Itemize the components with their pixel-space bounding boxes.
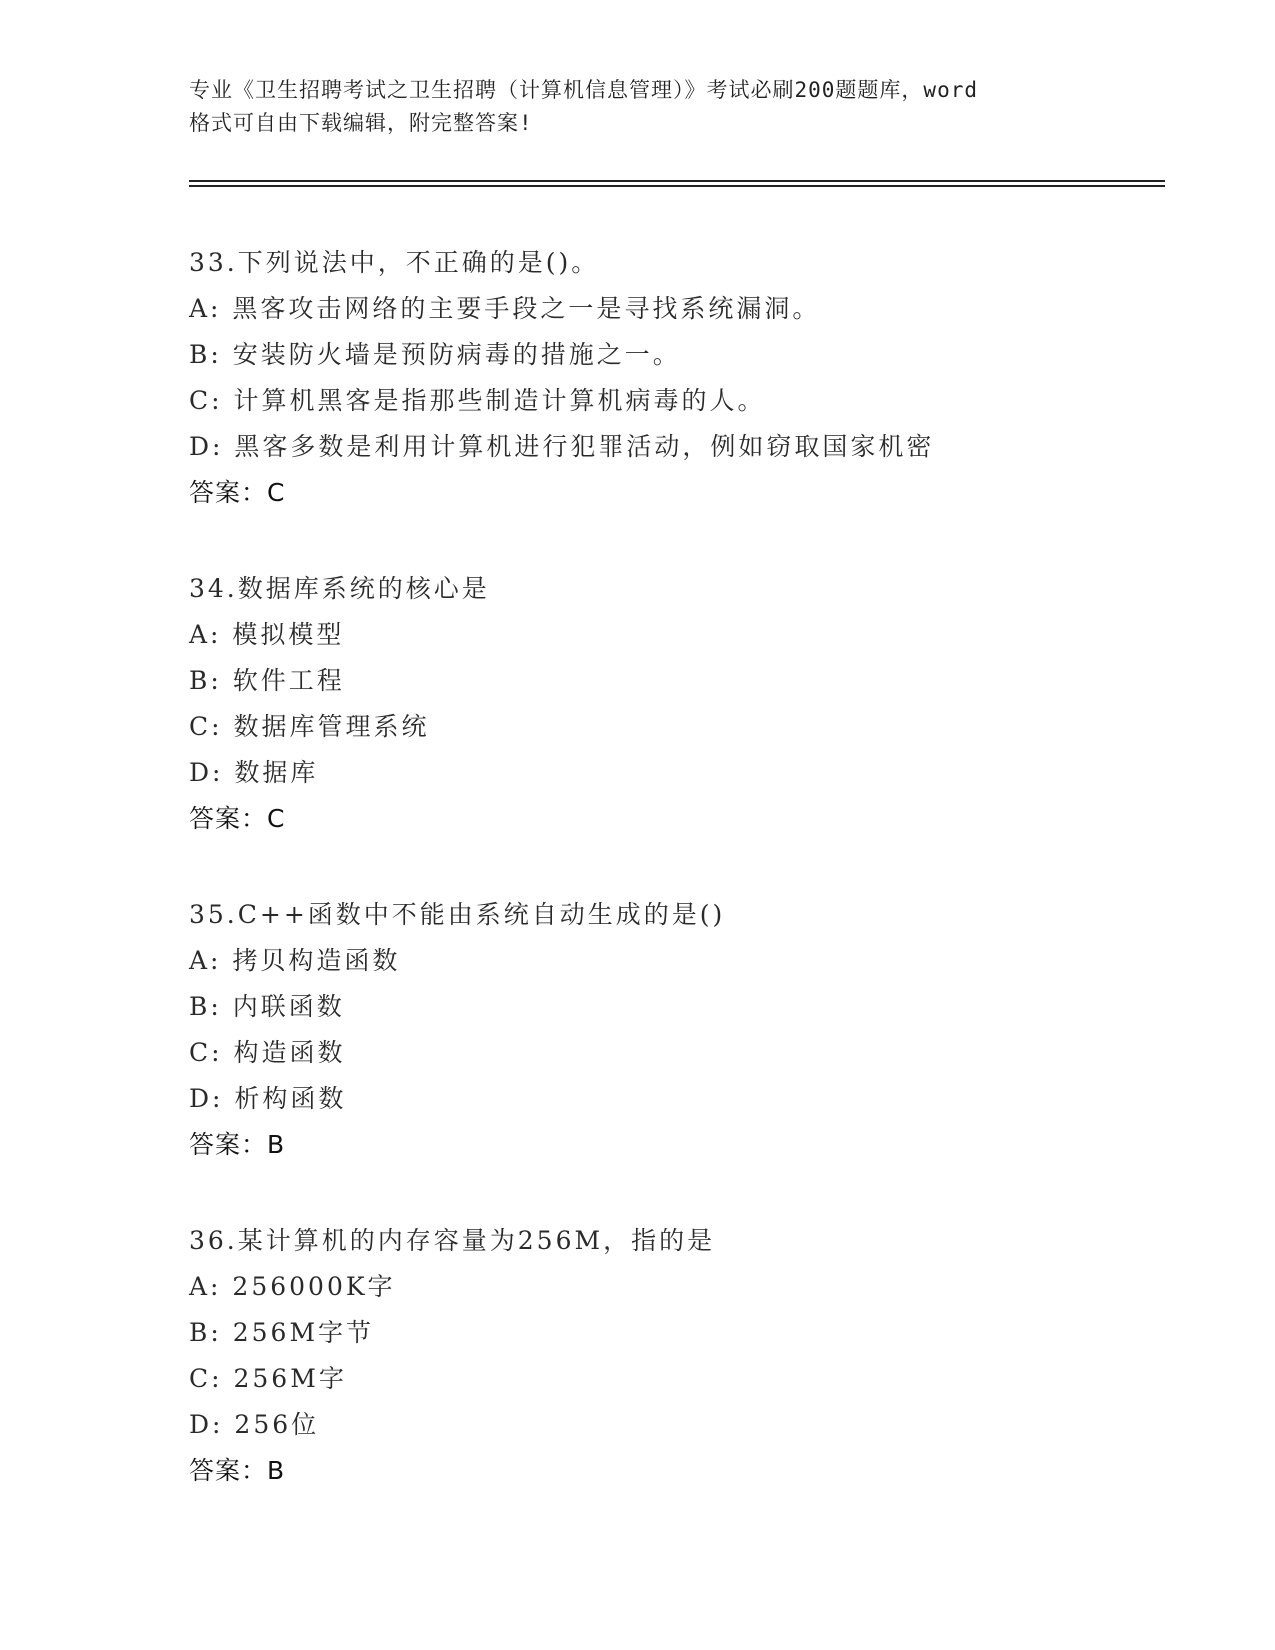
header-divider-bottom (189, 185, 1165, 187)
document-header (189, 74, 1089, 140)
option-b: B: 软件工程 (189, 666, 345, 695)
question-34 (189, 566, 1169, 842)
question-title: 33.下列说法中，不正确的是()。 (189, 248, 600, 277)
answer: 答案：C (189, 804, 286, 833)
question-list (189, 240, 1169, 1544)
option-c: C: 256M字 (189, 1364, 347, 1393)
option-c: C: 数据库管理系统 (189, 712, 430, 741)
question-title: 35.C++函数中不能由系统自动生成的是() (189, 900, 726, 929)
header-line-1: 专业《卫生招聘考试之卫生招聘（计算机信息管理）》考试必刷200题题库，word (189, 78, 978, 102)
option-a: A: 黑客攻击网络的主要手段之一是寻找系统漏洞。 (189, 294, 821, 323)
option-b: B: 256M字节 (189, 1318, 375, 1347)
option-d: D: 析构函数 (189, 1084, 347, 1113)
header-line-2: 格式可自由下载编辑，附完整答案! (189, 111, 533, 135)
question-title: 36.某计算机的内存容量为256M，指的是 (189, 1226, 716, 1255)
answer: 答案：B (189, 1130, 286, 1159)
option-a: A: 拷贝构造函数 (189, 946, 401, 975)
option-b: B: 内联函数 (189, 992, 345, 1021)
question-33 (189, 240, 1169, 516)
option-b: B: 安装防火墙是预防病毒的措施之一。 (189, 340, 681, 369)
option-a: A: 256000K字 (189, 1272, 396, 1301)
option-d: D: 数据库 (189, 758, 319, 787)
answer: 答案：B (189, 1456, 286, 1485)
header-divider-top (189, 180, 1165, 182)
option-c: C: 构造函数 (189, 1038, 346, 1067)
option-c: C: 计算机黑客是指那些制造计算机病毒的人。 (189, 386, 766, 415)
option-d: D: 256位 (189, 1410, 320, 1439)
question-35 (189, 892, 1169, 1168)
option-d: D: 黑客多数是利用计算机进行犯罪活动，例如窃取国家机密 (189, 432, 935, 461)
option-a: A: 模拟模型 (189, 620, 345, 649)
question-36 (189, 1218, 1169, 1494)
answer: 答案：C (189, 478, 286, 507)
question-title: 34.数据库系统的核心是 (189, 574, 490, 603)
